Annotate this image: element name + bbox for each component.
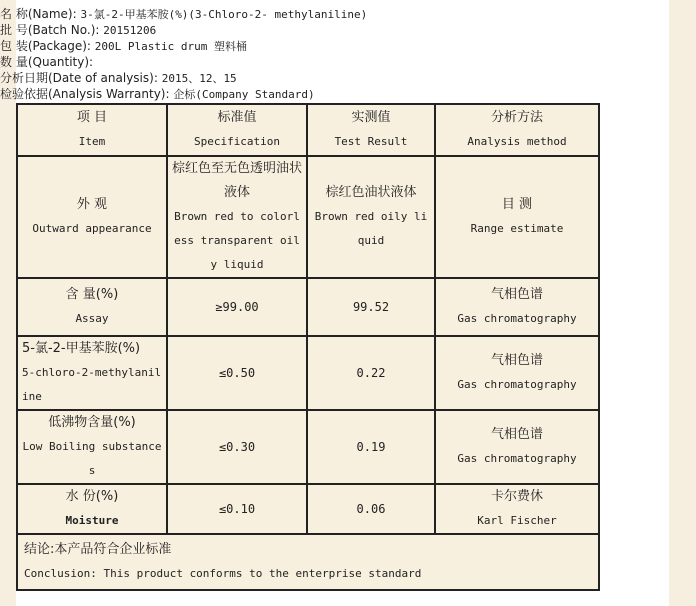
row-low-boiling-item: 低沸物含量(%) Low Boiling substances [17,410,167,484]
row-moisture-spec: ≤0.10 [167,484,307,534]
table-row [17,410,599,484]
row-assay-result: 99.52 [307,278,435,336]
row-isomer-item: 5-氯-2-甲基苯胺(%) 5-chloro-2-methylaniline [17,336,167,410]
quantity-label: 数 量(Quantity): [0,55,94,69]
warranty-value: 企标(Company Standard) [173,88,315,101]
col-header-item: 项 目 Item [17,104,167,156]
row-low-boiling-result: 0.19 [307,410,435,484]
row-moisture-item: 水 份(%) Moisture [17,484,167,534]
conclusion-en: Conclusion: This product conforms to the enterprise standard [24,567,422,580]
warranty-label: 检验依据(Analysis Warranty): [0,87,170,101]
table-row [17,156,599,278]
row-low-boiling-method: 气相色谱 Gas chromatography [435,410,599,484]
conclusion-row [17,534,599,590]
batch-line [0,22,680,38]
row-assay-item: 含 量(%) Assay [17,278,167,336]
date-label: 分析日期(Date of analysis): [0,71,158,85]
row-isomer-method: 气相色谱 Gas chromatography [435,336,599,410]
batch-label: 批 号(Batch No.): [0,23,100,37]
warranty-line [0,86,680,102]
row-isomer-result: 0.22 [307,336,435,410]
conclusion-cell [17,534,599,590]
package-value: 200L Plastic drum 塑料桶 [94,40,248,53]
row-appearance-method: 目 测 Range estimate [435,156,599,278]
col-header-test-result: 实测值 Test Result [307,104,435,156]
package-line [0,38,680,54]
col-header-analysis-method: 分析方法 Analysis method [435,104,599,156]
quantity-line [0,54,680,70]
table-row [17,278,599,336]
col-header-specification: 标准值 Specification [167,104,307,156]
table-header-row [17,104,599,156]
row-assay-spec: ≥99.00 [167,278,307,336]
conclusion-zh: 结论:本产品符合企业标准 [24,542,172,557]
table-row [17,484,599,534]
row-appearance-result: 棕红色油状液体 Brown red oily liquid [307,156,435,278]
name-label: 名 称(Name): [0,7,77,21]
analysis-table [16,103,600,591]
row-moisture-result: 0.06 [307,484,435,534]
table-row [17,336,599,410]
row-isomer-spec: ≤0.50 [167,336,307,410]
name-value: 3-氯-2-甲基苯胺(%)(3-Chloro-2- methylaniline) [80,8,368,21]
name-line [0,6,680,22]
row-appearance-spec: 棕红色至无色透明油状液体 Brown red to colorless transparent oily liquid [167,156,307,278]
document-header [0,6,680,102]
row-assay-method: 气相色谱 Gas chromatography [435,278,599,336]
batch-value: 20151206 [103,24,157,37]
row-appearance-item: 外 观 Outward appearance [17,156,167,278]
row-low-boiling-spec: ≤0.30 [167,410,307,484]
row-moisture-method: 卡尔费休 Karl Fischer [435,484,599,534]
date-line [0,70,680,86]
package-label: 包 装(Package): [0,39,91,53]
date-value: 2015、12、15 [161,72,237,85]
